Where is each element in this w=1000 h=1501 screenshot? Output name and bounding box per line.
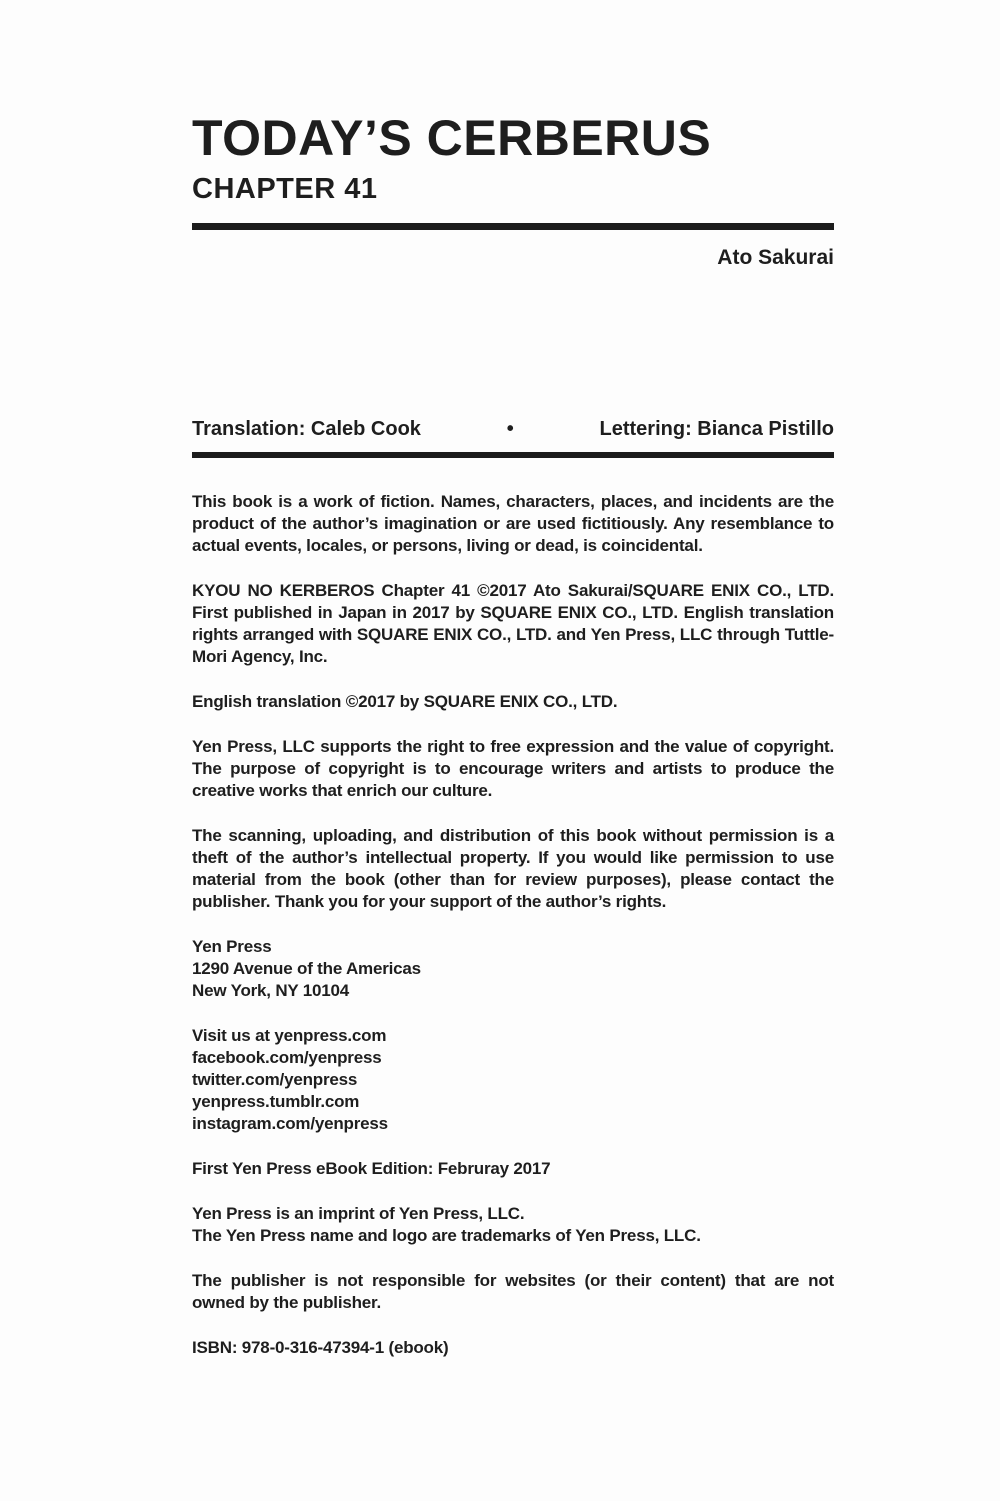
link-tumblr: yenpress.tumblr.com: [192, 1092, 360, 1111]
imprint-line-2: The Yen Press name and logo are trademarks of Yen Press, LLC.: [192, 1226, 701, 1245]
publisher-links: [192, 1025, 834, 1135]
free-expression-notice: Yen Press, LLC supports the right to free expression and the value of copyright. The purpose of copyright is to encourage writers and artists to produce the creative works that enrich our culture.: [192, 737, 834, 800]
author-name: Ato Sakurai: [717, 246, 834, 269]
publisher-name: Yen Press: [192, 937, 272, 956]
imprint-notice: [192, 1203, 834, 1247]
publisher-address: [192, 936, 834, 1002]
website-disclaimer: The publisher is not responsible for websites (or their content) that are not owned by the publisher.: [192, 1271, 834, 1312]
link-twitter: twitter.com/yenpress: [192, 1070, 358, 1089]
translation-credit: Translation: Caleb Cook: [192, 418, 421, 440]
fiction-disclaimer: This book is a work of fiction. Names, characters, places, and incidents are the product of the author’s imagination or are used fictitiously. Any resemblance to actual events, locales, or persons, living or dead, is coincidental.: [192, 492, 834, 555]
publisher-city: New York, NY 10104: [192, 981, 350, 1000]
title-divider: [192, 223, 834, 230]
credits-row: [192, 417, 834, 441]
japanese-copyright-notice: KYOU NO KERBEROS Chapter 41 ©2017 Ato Sakurai/SQUARE ENIX CO., LTD. First published in Japan in 2017 by SQUARE ENIX CO., LTD. English translation rights arranged with SQUARE ENIX CO., LTD. and Yen Press, LLC through Tuttle-Mori Agency, Inc.: [192, 581, 834, 666]
scanning-permission-notice: The scanning, uploading, and distribution of this book without permission is a theft of the author’s intellectual property. If you would like permission to use material from the book (other than for review purposes), please contact the publisher. Thank you for your support of the author’s rights.: [192, 826, 834, 911]
edition-notice: First Yen Press eBook Edition: Februray 2017: [192, 1159, 551, 1178]
lettering-credit: Lettering: Bianca Pistillo: [599, 418, 834, 440]
chapter-label: CHAPTER 41: [192, 173, 378, 205]
bullet-separator: •: [506, 418, 514, 440]
english-translation-copyright: English translation ©2017 by SQUARE ENIX CO., LTD.: [192, 692, 618, 711]
link-facebook: facebook.com/yenpress: [192, 1048, 382, 1067]
publisher-street: 1290 Avenue of the Americas: [192, 959, 421, 978]
book-title: TODAY’S CERBERUS: [192, 110, 712, 166]
isbn-line: ISBN: 978-0-316-47394-1 (ebook): [192, 1338, 449, 1357]
link-website: Visit us at yenpress.com: [192, 1026, 387, 1045]
link-instagram: instagram.com/yenpress: [192, 1114, 388, 1133]
credits-divider: [192, 452, 834, 458]
imprint-line-1: Yen Press is an imprint of Yen Press, LLC.: [192, 1204, 525, 1223]
